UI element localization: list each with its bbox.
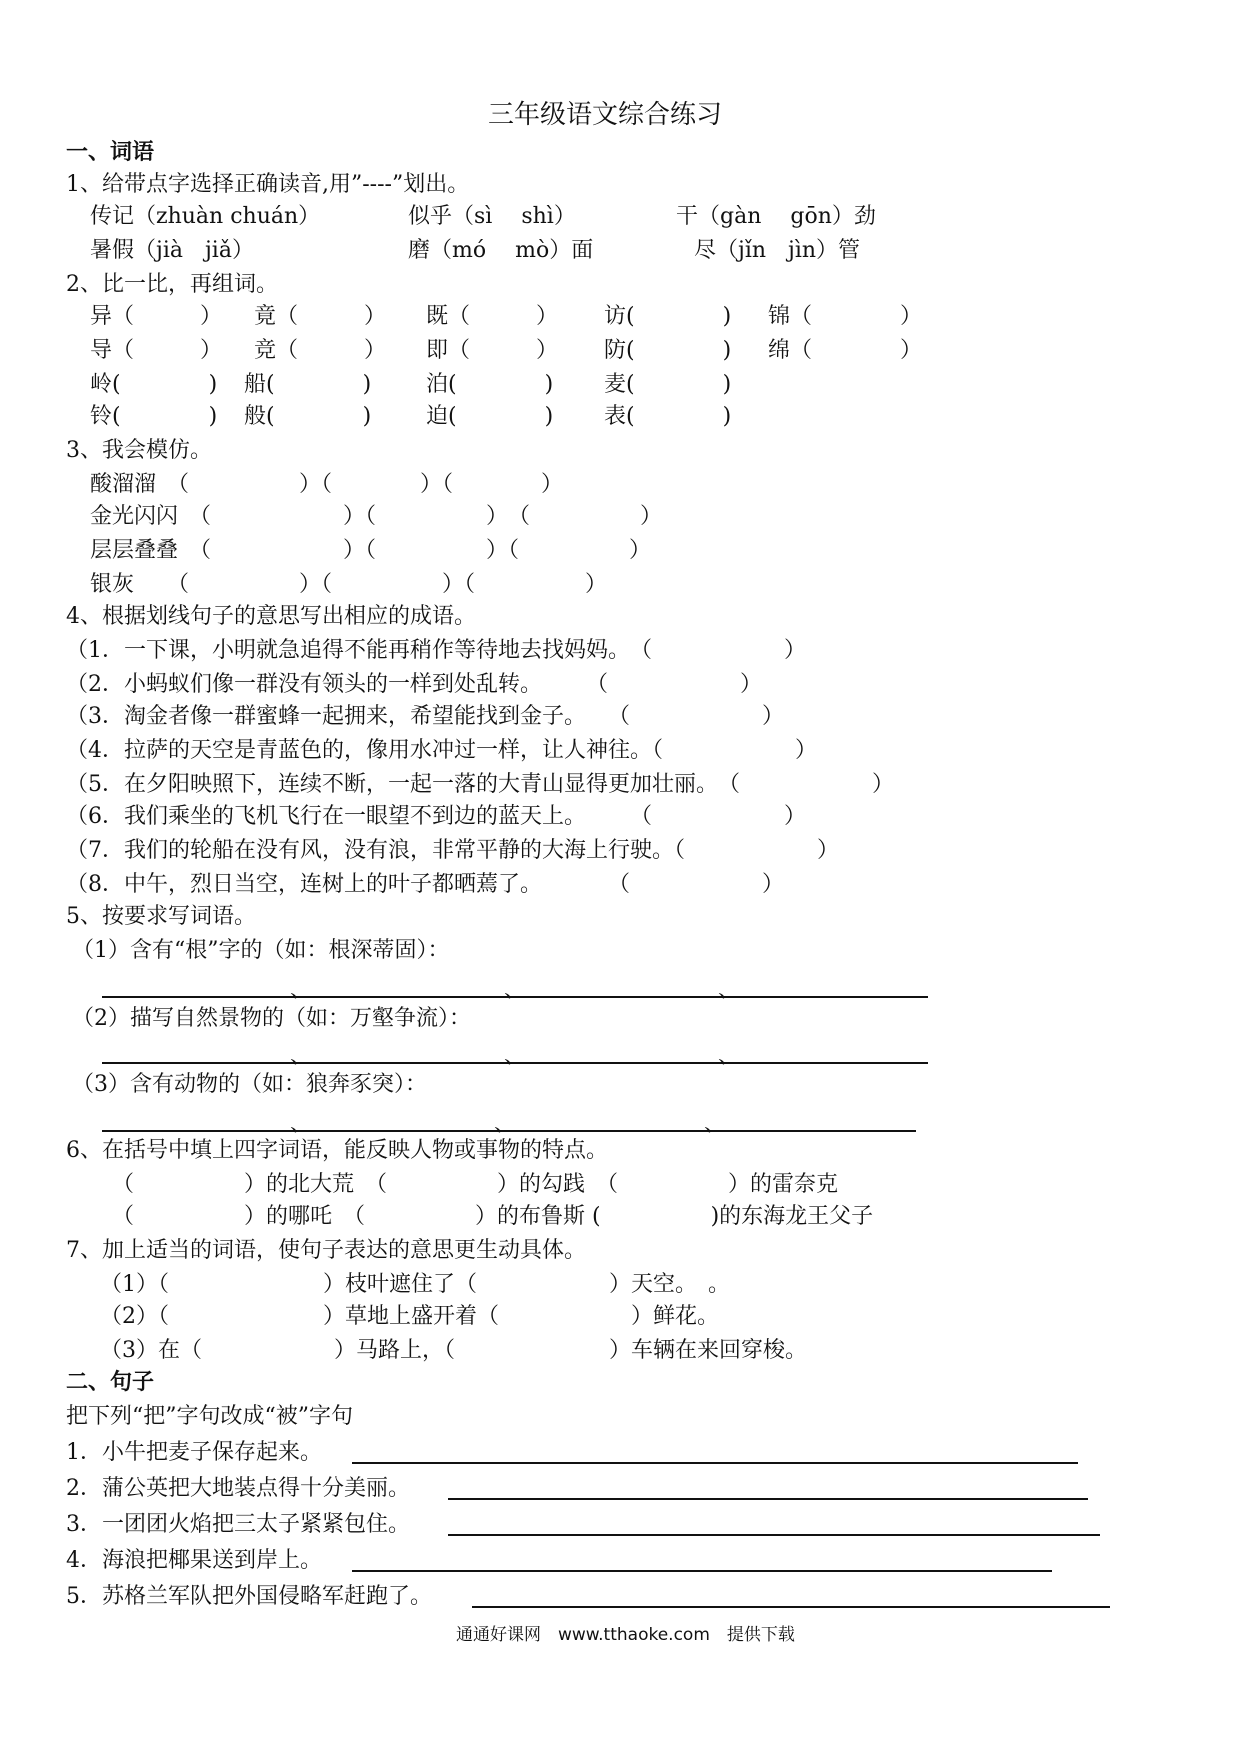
q1-item: 磨（mó mò）面: [408, 238, 594, 263]
q6-prompt: 6、在括号中填上四字词语，能反映人物或事物的特点。: [66, 1138, 608, 1163]
q4-item[interactable]: （4．拉萨的天空是青蓝色的，像用水冲过一样，让人神往。（ ）: [66, 738, 817, 763]
q4-item[interactable]: （3．淘金者像一群蜜蜂一起拥来，希望能找到金子。 （ ）: [66, 704, 784, 729]
q3-row[interactable]: 层层叠叠 （ ）（ ）（ ）: [90, 538, 652, 563]
sentence-item: 2．蒲公英把大地装点得十分美丽。: [66, 1476, 410, 1501]
q4-item[interactable]: （7．我们的轮船在没有风，没有浪，非常平静的大海上行驶。（ ）: [66, 838, 839, 863]
q2-cell[interactable]: 麦( ): [604, 372, 732, 397]
q1-item: 尽（jǐn jìn）管: [694, 238, 861, 263]
list-separator: 、: [290, 1112, 313, 1137]
q1-prompt: 1、给带点字选择正确读音,用”----”划出。: [66, 172, 470, 197]
list-separator: 、: [494, 1112, 517, 1137]
answer-line[interactable]: [472, 1606, 1110, 1608]
q2-cell[interactable]: 竞（ ）: [254, 338, 387, 363]
q2-cell[interactable]: 锦（ ）: [768, 304, 923, 329]
list-separator: 、: [290, 1044, 313, 1069]
section-heading-words: 一、词语: [66, 140, 155, 165]
q2-cell[interactable]: 泊( ): [426, 372, 554, 397]
q2-cell[interactable]: 访( ): [604, 304, 732, 329]
q4-item[interactable]: （6．我们乘坐的飞机飞行在一眼望不到边的蓝天上。 （ ）: [66, 804, 806, 829]
q2-cell[interactable]: 迫( ): [426, 404, 554, 429]
list-separator: 、: [718, 1044, 741, 1069]
q2-cell[interactable]: 导（ ）: [90, 338, 223, 363]
footer-credit: 通通好课网 www.tthaoke.com 提供下载: [456, 1625, 795, 1645]
list-separator: 、: [704, 1112, 727, 1137]
q4-item[interactable]: （2．小蚂蚁们像一群没有领头的一样到处乱转。 （ ）: [66, 672, 762, 697]
q7-prompt: 7、加上适当的词语，使句子表达的意思更生动具体。: [66, 1238, 586, 1263]
q5-item-label: （1）含有“根”字的（如：根深蒂固）：: [72, 938, 450, 963]
q2-cell[interactable]: 般( ): [244, 404, 372, 429]
q2-cell[interactable]: 船( ): [244, 372, 372, 397]
q3-row[interactable]: 金光闪闪 （ ）（ ） （ ）: [90, 504, 663, 529]
q2-cell[interactable]: 竟（ ）: [254, 304, 387, 329]
q1-item: 暑假（jià jiǎ）: [90, 238, 254, 263]
q2-cell[interactable]: 防( ): [604, 338, 732, 363]
q2-cell[interactable]: 异（ ）: [90, 304, 223, 329]
answer-line[interactable]: [352, 1570, 1052, 1572]
q2-cell[interactable]: 绵（ ）: [768, 338, 923, 363]
q2-prompt: 2、比一比，再组词。: [66, 272, 278, 297]
q2-cell[interactable]: 铃( ): [90, 404, 218, 429]
q2-cell[interactable]: 表( ): [604, 404, 732, 429]
sentence-item: 1．小牛把麦子保存起来。: [66, 1440, 322, 1465]
q5-item-label: （2）描写自然景物的（如：万壑争流）：: [72, 1006, 471, 1031]
list-separator: 、: [718, 978, 741, 1003]
sentence-item: 3．一团团火焰把三太子紧紧包住。: [66, 1512, 410, 1537]
sentence-item: 4．海浪把椰果送到岸上。: [66, 1548, 322, 1573]
q4-prompt: 4、根据划线句子的意思写出相应的成语。: [66, 604, 476, 629]
q1-item: 干（gàn gōn）劲: [676, 204, 876, 229]
q4-item[interactable]: （5．在夕阳映照下，连续不断，一起一落的大青山显得更加壮丽。 （ ）: [66, 772, 894, 797]
q1-item: 似乎（sì shì）: [408, 204, 576, 229]
page-title: 三年级语文综合练习: [488, 100, 723, 130]
q5-item-label: （3）含有动物的（如：狼奔豕突）：: [72, 1072, 427, 1097]
list-separator: 、: [504, 978, 527, 1003]
q4-item[interactable]: （8．中午，烈日当空，连树上的叶子都晒蔫了。 （ ）: [66, 872, 784, 897]
q3-prompt: 3、我会模仿。: [66, 438, 212, 463]
list-separator: 、: [504, 1044, 527, 1069]
q7-item[interactable]: （2）（ ）草地上盛开着（ ）鲜花。: [100, 1304, 719, 1329]
q1-item: 传记（zhuàn chuán）: [90, 204, 321, 229]
q7-item[interactable]: （1）（ ）枝叶遮住了（ ）天空。 。: [100, 1272, 730, 1297]
section2-instruction: 把下列“把”字句改成“被”字句: [66, 1404, 353, 1429]
q6-row[interactable]: （ ）的哪吒 （ ）的布鲁斯 ( )的东海龙王父子: [112, 1204, 874, 1229]
q3-row[interactable]: 银灰 （ ）（ ）（ ）: [90, 572, 608, 597]
q2-cell[interactable]: 即（ ）: [426, 338, 559, 363]
section-heading-sentences: 二、句子: [66, 1370, 155, 1395]
q7-item[interactable]: （3）在（ ）马路上，（ ）车辆在来回穿梭。: [100, 1338, 807, 1363]
list-separator: 、: [290, 978, 313, 1003]
q2-cell[interactable]: 既（ ）: [426, 304, 559, 329]
q5-prompt: 5、按要求写词语。: [66, 904, 256, 929]
q4-item[interactable]: （1．一下课，小明就急追得不能再稍作等待地去找妈妈。 （ ）: [66, 638, 806, 663]
answer-line[interactable]: [448, 1498, 1088, 1500]
q3-row[interactable]: 酸溜溜 （ ）（ ）（ ）: [90, 472, 564, 497]
answer-line[interactable]: [352, 1462, 1078, 1464]
sentence-item: 5．苏格兰军队把外国侵略军赶跑了。: [66, 1584, 432, 1609]
q6-row[interactable]: （ ）的北大荒 （ ）的勾践 （ ）的雷奈克: [112, 1172, 839, 1197]
q2-cell[interactable]: 岭( ): [90, 372, 218, 397]
answer-line[interactable]: [448, 1534, 1100, 1536]
